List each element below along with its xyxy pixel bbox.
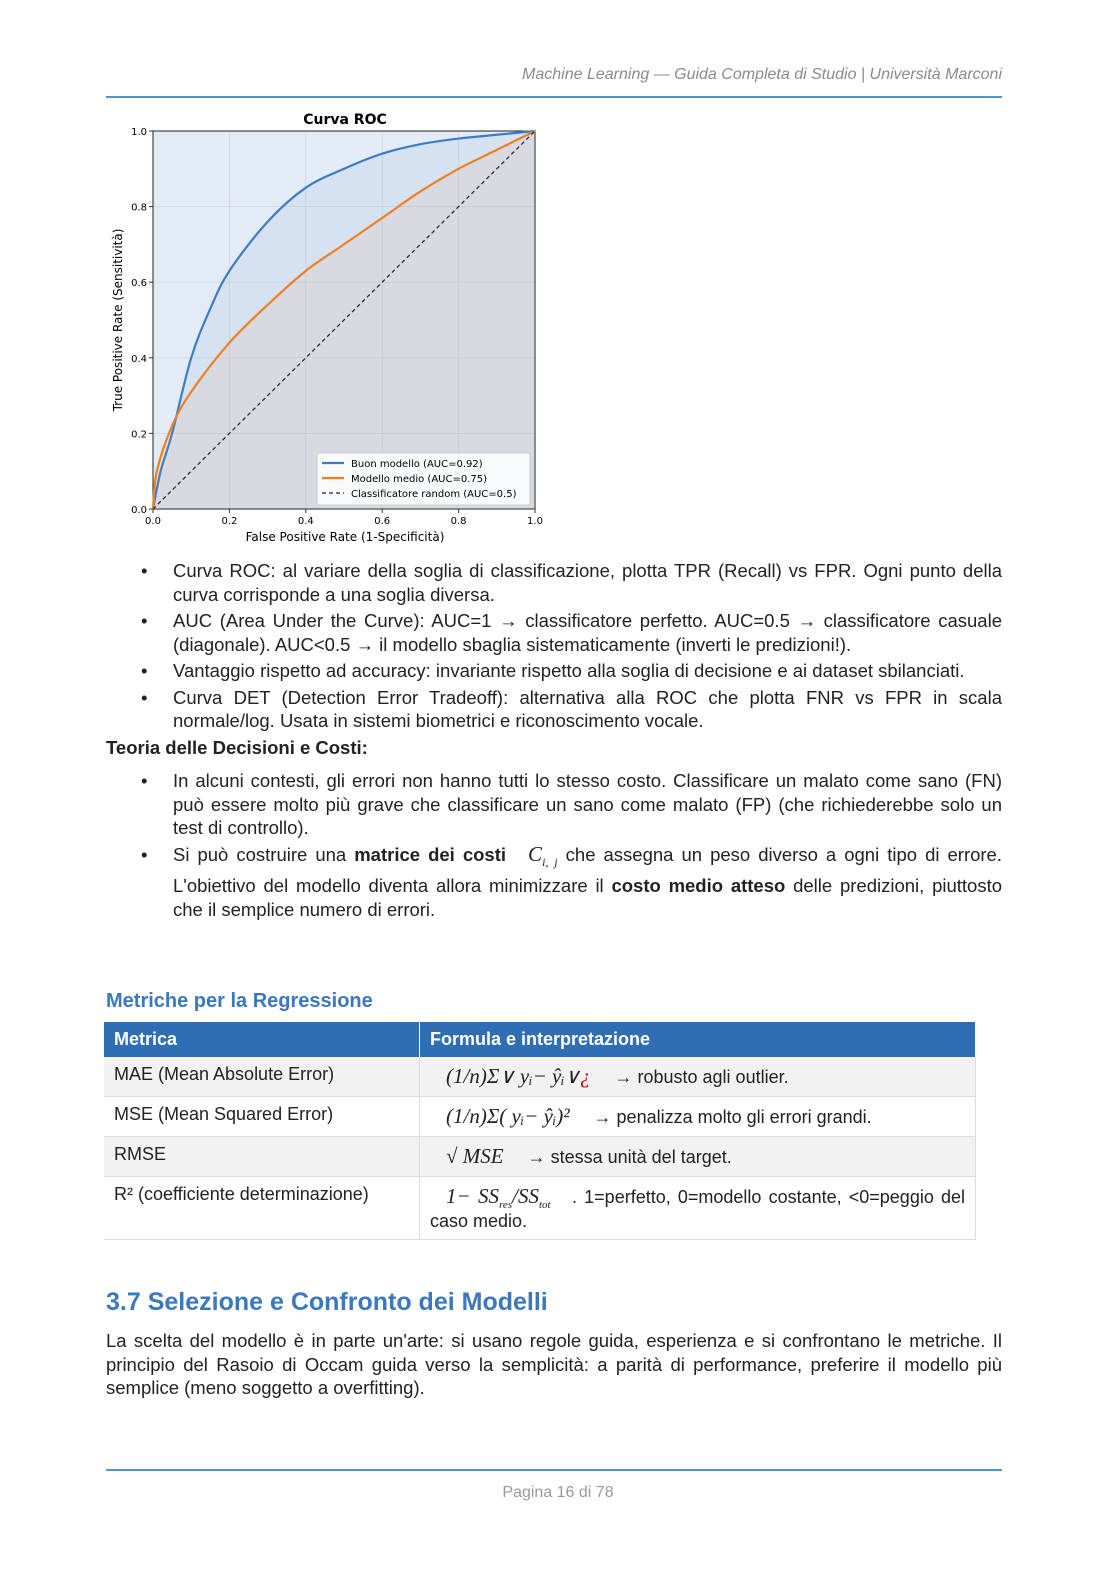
page-header: Machine Learning — Guida Completa di Studio | Università Marconi bbox=[522, 66, 1002, 83]
text: delle predizioni, piuttosto che il semplice numero di errori. bbox=[173, 875, 1003, 920]
bullet-advantage: • Vantaggio rispetto ad accuracy: invariante rispetto alla soglia di decisione e ai dataset sbilanciati. bbox=[173, 659, 1002, 683]
y-axis-label: True Positive Rate (Sensitività) bbox=[111, 228, 125, 412]
metric-cell: MAE (Mean Absolute Error) bbox=[104, 1057, 420, 1097]
y-tick-label: 0.0 bbox=[131, 505, 147, 516]
formula-part: 1− SS bbox=[446, 1184, 500, 1208]
page-number: Pagina 16 di 78 bbox=[502, 1484, 614, 1501]
formula-part: /SS bbox=[512, 1184, 539, 1208]
x-axis-label: False Positive Rate (1-Specificità) bbox=[245, 530, 445, 544]
formula-cell bbox=[420, 1097, 976, 1137]
regression-table bbox=[104, 1022, 976, 1240]
description: → stessa unità del target. bbox=[527, 1147, 732, 1167]
table-row bbox=[104, 1097, 976, 1137]
formula-cell bbox=[420, 1177, 976, 1240]
regression-heading: Metriche per la Regressione bbox=[106, 990, 373, 1012]
x-tick-label: 0.4 bbox=[297, 516, 314, 527]
bullet-det: • Curva DET (Detection Error Tradeoff): alternativa alla ROC che plotta FNR vs FPR in scala normale/log. Usata in sistemi biometrici e riconoscimento vocale. bbox=[173, 686, 1002, 733]
metric-cell: MSE (Mean Squared Error) bbox=[104, 1097, 420, 1137]
formula-cell bbox=[420, 1057, 976, 1097]
x-tick-label: 1.0 bbox=[527, 516, 543, 527]
formula-symbol: C bbox=[528, 841, 543, 866]
formula: √ MSE bbox=[446, 1144, 504, 1168]
formula-cell bbox=[420, 1137, 976, 1177]
cost-matrix-formula bbox=[528, 841, 558, 869]
header-formula: Formula e interpretazione bbox=[420, 1022, 976, 1057]
table-row bbox=[104, 1177, 976, 1240]
x-tick-label: 0.0 bbox=[145, 516, 161, 527]
text: Si può costruire una bbox=[173, 843, 355, 865]
y-tick-label: 0.6 bbox=[131, 278, 147, 290]
formula bbox=[446, 1184, 551, 1212]
legend-label: Classificatore random (AUC=0.5) bbox=[351, 489, 517, 500]
metric-cell: RMSE bbox=[104, 1137, 420, 1177]
decisions-heading: Teoria delle Decisioni e Costi: bbox=[106, 736, 368, 758]
bold-term: costo medio atteso bbox=[611, 875, 786, 897]
bullet-cost-matrix bbox=[173, 843, 1002, 922]
bullet-auc: • AUC (Area Under the Curve): AUC=1 → classificatore perfetto. AUC=0.5 → classificatore casuale (diagonale). AUC<0.5 → il modello sbaglia sistematicamente (inverti le predizioni!). bbox=[173, 609, 1002, 656]
section-heading: 3.7 Selezione e Confronto dei Modelli bbox=[106, 1288, 548, 1316]
y-tick-label: 0.8 bbox=[131, 202, 147, 214]
header-metric: Metrica bbox=[104, 1022, 420, 1057]
x-tick-label: 0.8 bbox=[450, 516, 467, 527]
x-tick-label: 0.2 bbox=[221, 516, 238, 527]
roc-bullets bbox=[106, 559, 1002, 924]
formula-sub: i, j bbox=[542, 854, 558, 869]
footer-rule bbox=[106, 1469, 1002, 1471]
text: che assegna un peso diverso a ogni tipo di errore. L'obiettivo del modello diventa allora minimizzare il bbox=[173, 843, 1002, 897]
x-tick-label: 0.6 bbox=[374, 516, 391, 527]
formula-glyph: ¿ bbox=[580, 1064, 591, 1088]
description: . 1=perfetto, 0=modello costante, <0=peggio del caso medio. bbox=[430, 1187, 965, 1232]
description: → robusto agli outlier. bbox=[614, 1067, 789, 1087]
bullet-costs: • In alcuni contesti, gli errori non hanno tutti lo stesso costo. Classificare un malato come sano (FN) può essere molto più grave che classificare un sano come malato (FP) (che richiederebbe solo un test di controllo). bbox=[173, 769, 1002, 840]
bullet-roc: • Curva ROC: al variare della soglia di classificazione, plotta TPR (Recall) vs FPR. Ogni punto della curva corrisponde a una soglia diversa. bbox=[173, 559, 1002, 606]
chart-title: Curva ROC bbox=[303, 112, 387, 128]
formula: (1/n)Σ( yᵢ− ŷᵢ)² bbox=[446, 1104, 570, 1128]
header-rule bbox=[106, 96, 1002, 98]
y-tick-label: 0.4 bbox=[131, 353, 147, 365]
legend-label: Modello medio (AUC=0.75) bbox=[351, 474, 488, 485]
table-row bbox=[104, 1137, 976, 1177]
metric-cell: R² (coefficiente determinazione) bbox=[104, 1177, 420, 1240]
description: → penalizza molto gli errori grandi. bbox=[593, 1107, 872, 1127]
formula-sub: tot bbox=[538, 1199, 551, 1212]
formula: (1/n)Σ∨ yᵢ− ŷᵢ∨ bbox=[446, 1064, 580, 1088]
bold-term: matrice dei costi bbox=[354, 843, 507, 865]
y-tick-label: 1.0 bbox=[131, 127, 147, 138]
y-tick-label: 0.2 bbox=[131, 429, 147, 441]
legend-label: Buon modello (AUC=0.92) bbox=[351, 459, 483, 470]
roc-chart bbox=[100, 100, 560, 550]
section-body: La scelta del modello è in parte un'arte: si usano regole guida, esperienza e si confrontano le metriche. Il principio del Rasoio di Occam guida verso la semplicità: a parità di performance, preferire il modello più semplice (meno soggetto a overfitting). bbox=[106, 1330, 1002, 1398]
table-row bbox=[104, 1057, 976, 1097]
formula-sub: res bbox=[499, 1199, 513, 1212]
